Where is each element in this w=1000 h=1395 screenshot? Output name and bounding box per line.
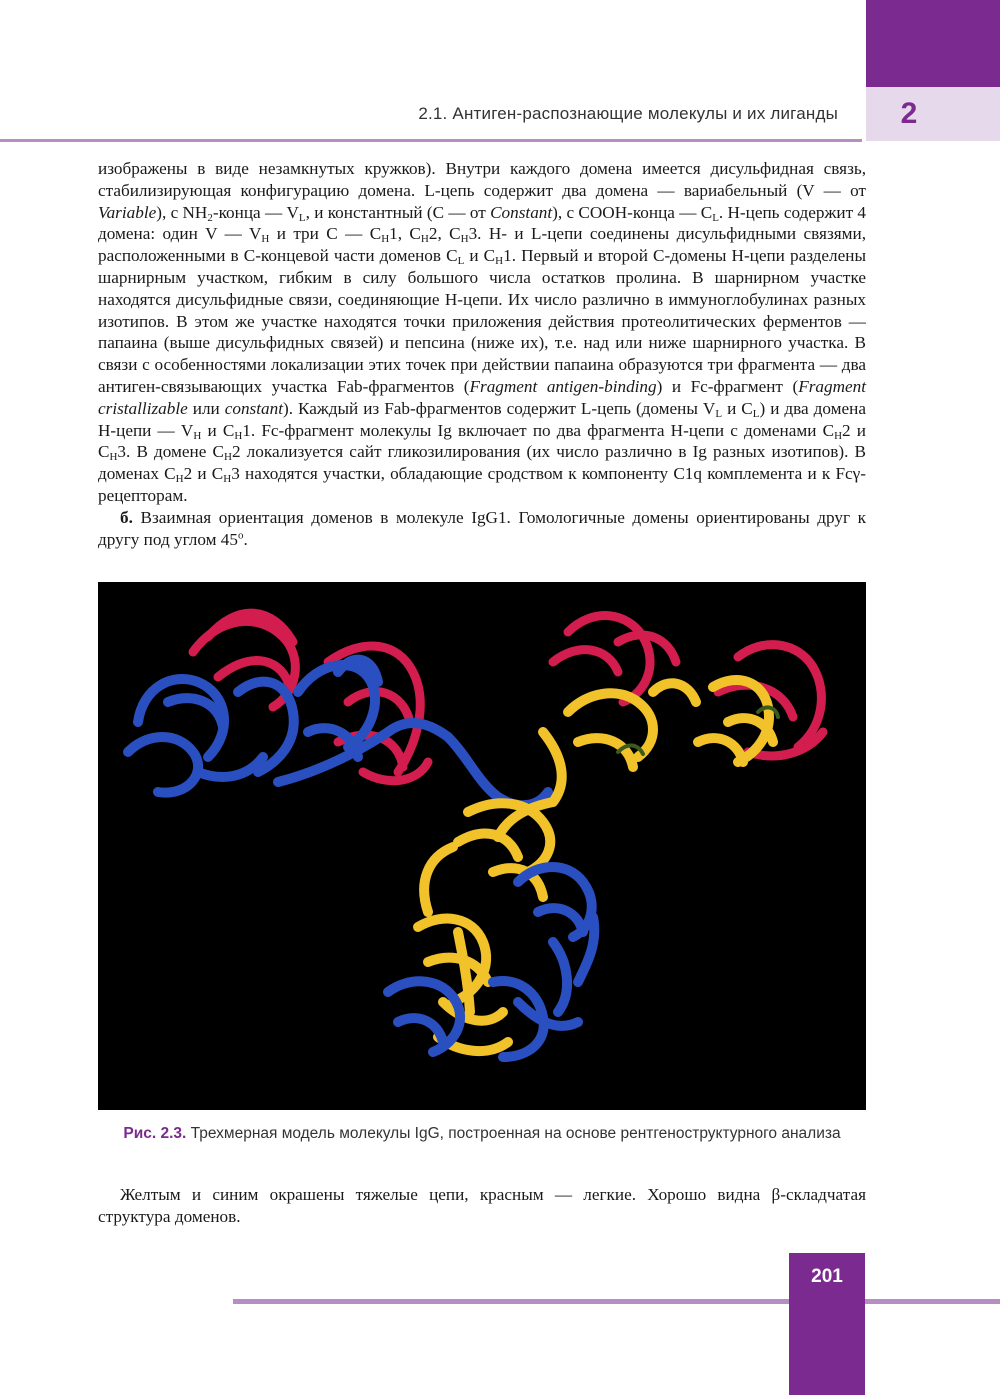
chapter-number: 2: [900, 97, 918, 130]
figure-note: Желтым и синим окрашены тяжелые цепи, красным — легкие. Хорошо видна β-складчатая структура доменов.: [98, 1185, 866, 1226]
page-number-bar: [789, 1301, 865, 1395]
header-rule: [0, 139, 862, 142]
running-title: 2.1. Антиген-распознающие молекулы и их лиганды: [418, 104, 838, 123]
paragraph-1: изображены в виде незамкнутых кружков). Внутри каждого домена имеется дисульфидная связь, стабилизирующая конфигурацию домена. L-цепь содержит два домена — вариабельный (V — от Variable), с $NH_2$-конца — $V_L$, и константный (С — от Constant), с COOH-конца — $С_L$. Н-цепь содержит 4 домена: один V — $V_H$ и три С — $С_H1$, $С_H2$, $С_H3$. Н- и L-цепи соединены дисульфидными связями, расположенными в С-концевой части доменов $С_L$ и $С_H1$. Первый и второй С-домены Н-цепи разделены шарнирным участком, гибким в силу большого числа остатков пролина. В шарнирном участке находятся дисульфидные связи, соединяющие Н-цепи. Их число различно в иммуноглобулинах разных изотипов. В этом же участке находятся точки приложения действия протеолитических ферментов — папаина (выше дисульфидных связей) и пепсина (ниже их), т.е. над или ниже шарнирного участка. В связи с особенностями локализации этих точек при действии папаина образуются три фрагмента — два антиген-связывающих участка Fab-фрагментов (Fragment antigen-binding) и Fc-фрагмент (Fragment cristallizable или constant). Каждый из Fab-фрагментов содержит L-цепь (домены $V_L$ и $С_L$) и два домена Н-цепи — $V_H$ и $С_H1$. Fc-фрагмент молекулы Ig включает по два фрагмента Н-цепи с доменами $С_H2$ и $С_H3$. В домене $С_H2$ локализуется сайт гликозилирования (их число различно в Ig разных изотипов). В доменах $С_H2$ и $С_H3$ находятся участки, обладающие сродством к компоненту С1q комплемента и к Fcγ-рецепторам.: [98, 159, 867, 505]
protein-ribbon-illustration: [98, 582, 866, 1110]
figure-caption: Рис. 2.3. Трехмерная модель молекулы IgG, построенная на основе рентгеноструктурного анализа: [123, 1125, 841, 1142]
paragraph-2: б. Взаимная ориентация доменов в молекуле IgG1. Гомологичные домены ориентированы друг к другу под углом $45^о$.: [98, 507, 866, 549]
body-text: [98, 158, 866, 550]
footer-rule: [233, 1299, 1000, 1304]
page-number: 201: [789, 1253, 865, 1301]
chapter-tab: [866, 0, 1000, 87]
igg-3d-model-figure: [98, 582, 866, 1110]
